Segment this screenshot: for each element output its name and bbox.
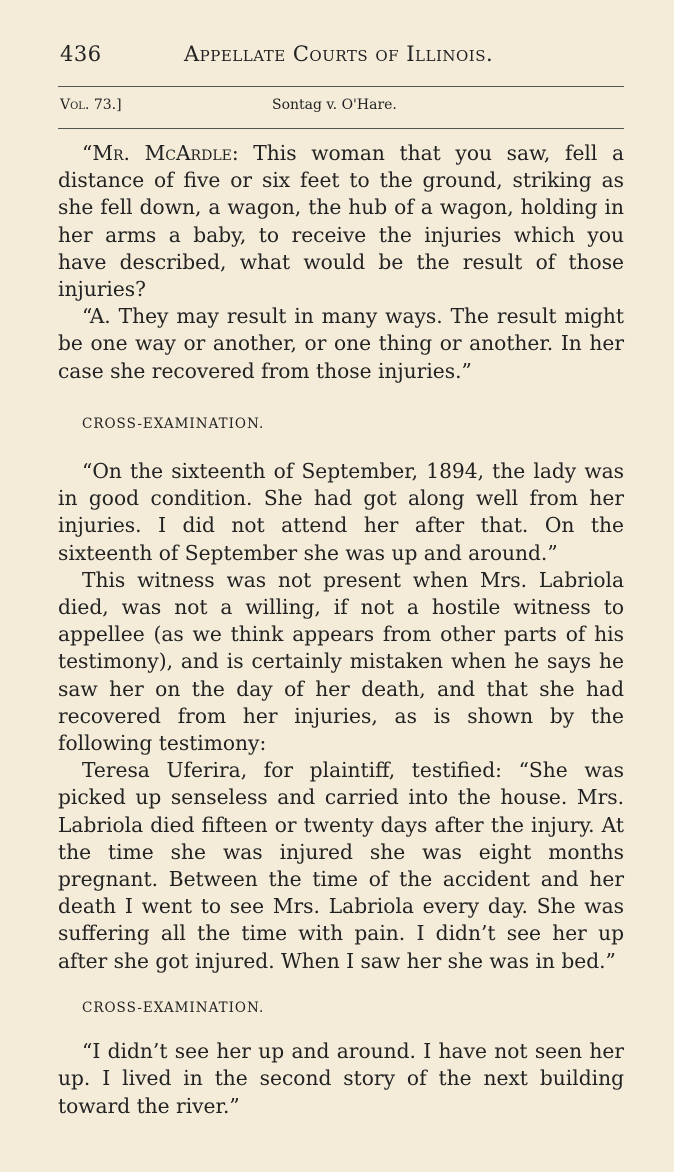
- section-heading-cross-examination: CROSS-EXAMINATION.: [82, 415, 265, 432]
- section-heading-cross-examination-2: CROSS-EXAMINATION.: [82, 999, 265, 1016]
- paragraph-question: [58, 140, 624, 303]
- running-title: Appellate Courts of Illinois.: [184, 42, 494, 66]
- volume-label: Vol. 73.]: [60, 97, 122, 113]
- paragraph-testimony: “On the sixteenth of September, 1894, the lady was in good condition. She had got along well from her injuries. I did not attend her after that. On the sixteenth of September she was up and around.”: [58, 459, 624, 565]
- page-number: 436: [60, 42, 102, 66]
- paragraph-cross-testimony: “I didn’t see her up and around. I have not seen her up. I lived in the second story of the next building toward the river.”: [58, 1039, 624, 1118]
- case-name: Sontag v. O'Hare.: [272, 97, 397, 113]
- header-rule: [58, 86, 624, 87]
- speaker-name: “Mr. McArdle:: [82, 141, 239, 165]
- subheader-rule: [58, 128, 624, 129]
- paragraph-answer: “A. They may result in many ways. The result might be one way or another, or one thing or another. In her case she recovered from those injuries.”: [58, 304, 624, 383]
- question-text: This woman that you saw, fell a distance of five or six feet to the ground, striking as she fell down, a wagon, the hub of a wagon, holding in her arms a baby, to receive the injuries which you have described, what would be the result of those injuries?: [58, 141, 624, 302]
- paragraph-uferira: Teresa Uferira, for plaintiff, testified: “She was picked up senseless and carried into the house. Mrs. Labriola died fifteen or twenty days after the injury. At the time she was injured she was eight months pregnant. Between the time of the accident and her death I went to see Mrs. Labriola every day. She was suffering all the time with pain. I didn’t see her up after she got injured. When I saw her she was in bed.”: [58, 758, 624, 973]
- paragraph-commentary: This witness was not present when Mrs. Labriola died, was not a willing, if not a hostile witness to appellee (as we think appears from other parts of his testimony), and is certainly mistaken when he says he saw her on the day of her death, and that she had recovered from her injuries, as is shown by the following testimony:: [58, 567, 624, 756]
- body-text: [58, 140, 624, 1120]
